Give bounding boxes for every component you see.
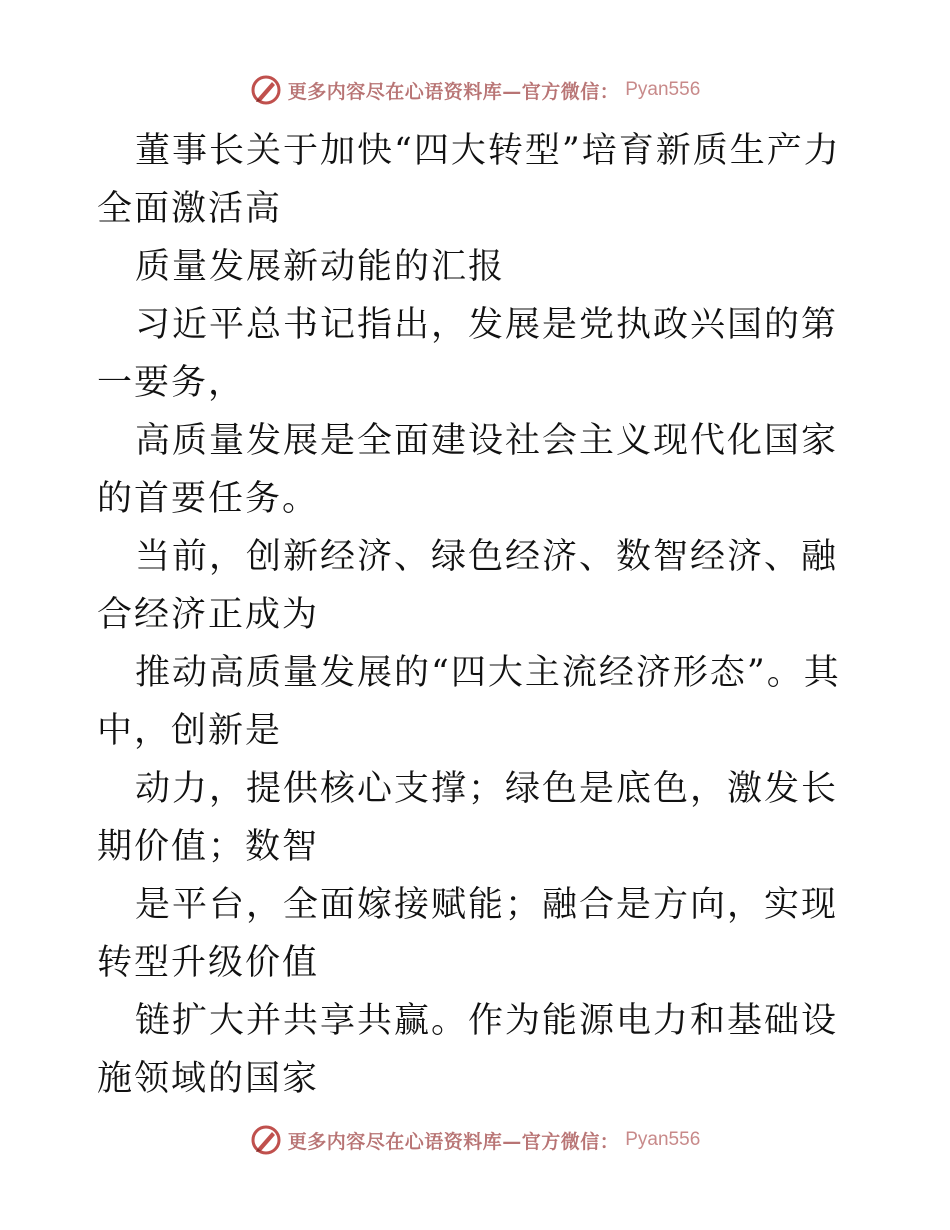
pen-logo-icon [250,74,282,106]
paragraph-6: 推动高质量发展的“四大主流经济形态”。其中，创新是 [97,653,841,751]
paragraph-4: 高质量发展是全面建设社会主义现代化国家的首要任务。 [97,421,839,519]
banner-wechat-id: Pyan556 [625,1129,701,1150]
footer-watermark-banner [0,1120,950,1160]
banner-text: 更多内容尽在心语资料库—官方微信： [287,80,620,103]
paragraph-9: 链扩大并共享共赢。作为能源电力和基础设施领域的国家 [97,1001,839,1099]
paragraph-5: 当前，创新经济、绿色经济、数智经济、融合经济正成为 [97,537,839,635]
paragraph-1: 董事长关于加快“四大转型”培育新质生产力全面激活高 [97,131,841,229]
document-body [97,122,857,1108]
paragraph-8: 是平台，全面嫁接赋能；融合是方向，实现转型升级价值 [97,885,839,983]
banner-text: 更多内容尽在心语资料库—官方微信： [287,1130,620,1153]
pen-logo-icon [250,1124,282,1156]
paragraph-2: 质量发展新动能的汇报 [135,247,506,287]
header-watermark-banner [0,70,950,110]
paragraph-3: 习近平总书记指出，发展是党执政兴国的第一要务， [97,305,839,403]
paragraph-7: 动力，提供核心支撑；绿色是底色，激发长期价值；数智 [97,769,839,867]
banner-wechat-id: Pyan556 [625,79,701,100]
